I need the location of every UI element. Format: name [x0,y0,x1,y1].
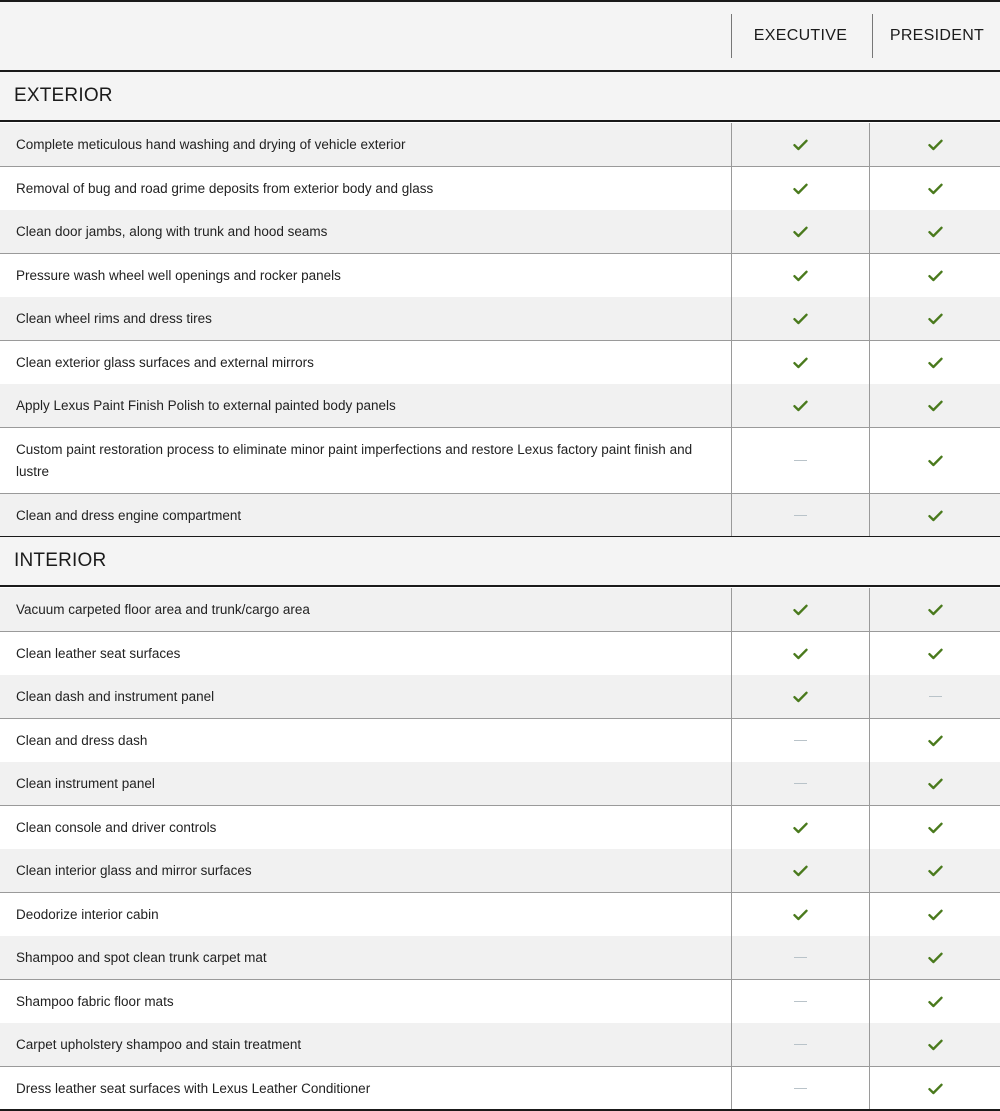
president-cell [869,1023,1000,1066]
executive-cell [731,719,869,762]
service-label: Clean interior glass and mirror surfaces [16,862,252,878]
check-icon [928,226,943,238]
plan-header-row [0,2,1000,72]
check-icon [928,952,943,964]
check-icon [793,865,808,877]
president-cell [869,893,1000,936]
service-label: Clean dash and instrument panel [16,688,215,704]
check-icon [928,865,943,877]
service-label: Clean exterior glass surfaces and external mirrors [16,354,314,370]
check-icon [928,778,943,790]
check-icon [793,270,808,282]
executive-cell [731,123,869,166]
president-cell [869,341,1000,384]
service-label: Clean wheel rims and dress tires [16,310,212,326]
table-row [0,936,1000,980]
service-label: Pressure wash wheel well openings and rocker panels [16,267,341,283]
service-label: Shampoo and spot clean trunk carpet mat [16,949,267,965]
executive-cell [731,494,869,537]
service-label: Complete meticulous hand washing and drying of vehicle exterior [16,136,406,152]
service-label: Custom paint restoration process to eliminate minor paint imperfections and restore Lexus factory paint finish and lustre [16,441,693,479]
check-icon [793,139,808,151]
service-label: Clean and dress dash [16,732,148,748]
president-cell [869,254,1000,297]
president-cell [869,588,1000,631]
table-row [0,384,1000,428]
executive-cell [731,980,869,1023]
dash-icon [794,1001,807,1002]
executive-cell [731,428,869,493]
check-icon [928,455,943,467]
dash-icon [794,515,807,516]
executive-cell [731,893,869,936]
service-label: Dress leather seat surfaces with Lexus Leather Conditioner [16,1080,371,1096]
table-row [0,806,1000,850]
table-row [0,675,1000,719]
service-label: Removal of bug and road grime deposits from exterior body and glass [16,180,434,196]
plan-president-header: PRESIDENT [872,14,1000,58]
service-label: Clean door jambs, along with trunk and hood seams [16,223,328,239]
check-icon [928,270,943,282]
check-icon [928,648,943,660]
table-row [0,849,1000,893]
president-cell [869,494,1000,537]
president-cell [869,167,1000,210]
check-icon [928,139,943,151]
service-label: Clean console and driver controls [16,819,217,835]
table-row [0,762,1000,806]
check-icon [793,313,808,325]
check-icon [793,648,808,660]
table-row [0,588,1000,632]
president-cell [869,1067,1000,1110]
executive-cell [731,210,869,253]
table-row [0,632,1000,676]
dash-icon [929,696,942,697]
executive-cell [731,297,869,340]
table-row [0,297,1000,341]
service-label: Clean instrument panel [16,775,155,791]
check-icon [928,909,943,921]
executive-cell [731,1067,869,1110]
check-icon [928,400,943,412]
table-row [0,428,1000,494]
section-title: EXTERIOR [14,85,113,106]
table-row [0,1023,1000,1067]
check-icon [928,183,943,195]
table-row [0,1067,1000,1111]
check-icon [928,510,943,522]
check-icon [793,822,808,834]
check-icon [928,357,943,369]
check-icon [928,822,943,834]
service-label: Deodorize interior cabin [16,906,159,922]
table-row [0,980,1000,1024]
executive-cell [731,341,869,384]
executive-cell [731,675,869,718]
table-row [0,123,1000,167]
president-cell [869,675,1000,718]
service-label: Clean leather seat surfaces [16,645,181,661]
table-row [0,167,1000,211]
check-icon [793,226,808,238]
dash-icon [794,740,807,741]
section-header-exterior [0,72,1000,122]
check-icon [793,400,808,412]
check-icon [928,1039,943,1051]
president-cell [869,632,1000,675]
president-cell [869,806,1000,849]
president-cell [869,384,1000,427]
executive-cell [731,806,869,849]
executive-cell [731,849,869,892]
check-icon [928,604,943,616]
table-row [0,210,1000,254]
dash-icon [794,957,807,958]
executive-cell [731,167,869,210]
president-cell [869,762,1000,805]
president-cell [869,936,1000,979]
plan-executive-header: EXECUTIVE [731,14,869,58]
section-title: INTERIOR [14,550,107,571]
service-label: Carpet upholstery shampoo and stain treatment [16,1036,302,1052]
service-label: Vacuum carpeted floor area and trunk/cargo area [16,601,310,617]
table-row [0,494,1000,538]
check-icon [928,735,943,747]
dash-icon [794,783,807,784]
dash-icon [794,460,807,461]
check-icon [793,604,808,616]
executive-cell [731,936,869,979]
table-row [0,254,1000,298]
check-icon [793,909,808,921]
executive-cell [731,588,869,631]
dash-icon [794,1088,807,1089]
president-cell [869,980,1000,1023]
executive-cell [731,1023,869,1066]
president-cell [869,297,1000,340]
check-icon [793,357,808,369]
service-label: Shampoo fabric floor mats [16,993,174,1009]
president-cell [869,210,1000,253]
check-icon [928,313,943,325]
president-cell [869,428,1000,493]
executive-cell [731,254,869,297]
president-cell [869,719,1000,762]
check-icon [928,1083,943,1095]
service-label: Apply Lexus Paint Finish Polish to external painted body panels [16,397,396,413]
section-header-interior [0,537,1000,587]
check-icon [928,996,943,1008]
table-row [0,893,1000,937]
service-label: Clean and dress engine compartment [16,507,242,523]
president-cell [869,123,1000,166]
dash-icon [794,1044,807,1045]
president-cell [869,849,1000,892]
check-icon [793,183,808,195]
executive-cell [731,632,869,675]
check-icon [793,691,808,703]
executive-cell [731,762,869,805]
table-row [0,719,1000,763]
executive-cell [731,384,869,427]
table-row [0,341,1000,385]
